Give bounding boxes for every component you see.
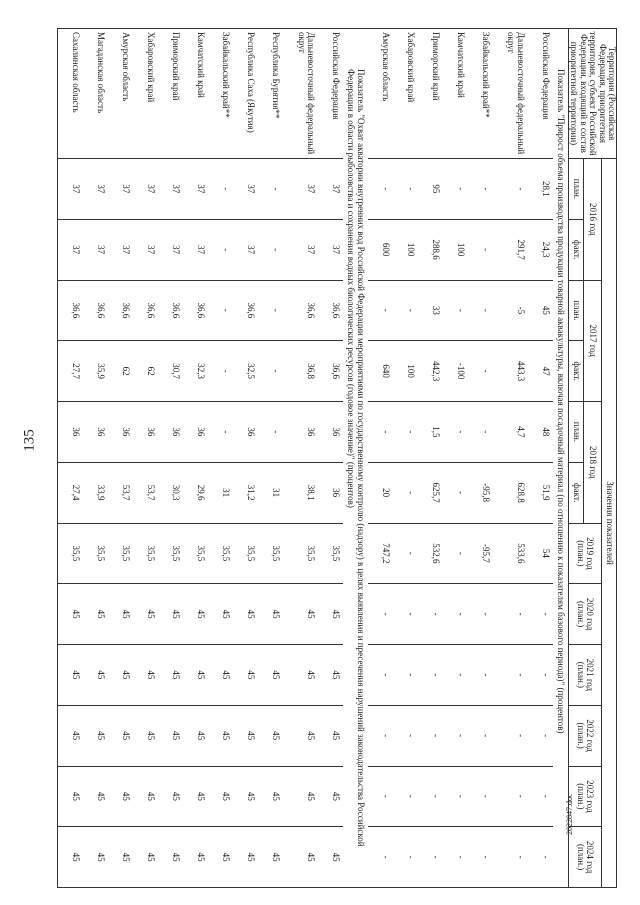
value-cell: 45 <box>133 645 158 706</box>
value-cell: 36 <box>283 402 318 463</box>
value-cell: - <box>393 584 418 645</box>
value-cell: 38,1 <box>283 462 318 523</box>
value-cell: 45 <box>58 645 84 706</box>
value-cell: 45 <box>108 827 133 888</box>
plan-subheader: план. <box>568 402 583 463</box>
value-cell: 45 <box>208 827 233 888</box>
territory-name: Амурская область <box>108 29 133 159</box>
value-cell: 37 <box>133 219 158 280</box>
value-cell: 53,7 <box>133 462 158 523</box>
value-cell: 35,5 <box>83 523 108 584</box>
value-cell: - <box>368 280 393 341</box>
indicators-table <box>57 28 617 888</box>
value-cell: 37 <box>108 219 133 280</box>
table-row <box>108 29 133 888</box>
value-cell: 36 <box>183 402 208 463</box>
value-cell: 45 <box>83 584 108 645</box>
value-cell: -5 <box>493 280 528 341</box>
value-cell: - <box>528 584 553 645</box>
year-header-2022: 2022 год (план.) <box>568 705 601 766</box>
table-row <box>133 29 158 888</box>
value-cell: 640 <box>368 341 393 402</box>
value-cell: - <box>368 402 393 463</box>
value-cell: 45 <box>58 827 84 888</box>
table-row <box>528 29 553 888</box>
value-cell: - <box>493 827 528 888</box>
value-cell: 37 <box>58 219 84 280</box>
year-header-2021: 2021 год (план.) <box>568 645 601 706</box>
value-cell: - <box>443 705 468 766</box>
value-cell: 35,5 <box>183 523 208 584</box>
value-cell: 45 <box>258 827 283 888</box>
value-cell: - <box>393 645 418 706</box>
value-cell: 20 <box>368 462 393 523</box>
value-cell: 4,7 <box>493 402 528 463</box>
value-cell: - <box>528 766 553 827</box>
value-cell: 45 <box>318 584 343 645</box>
value-cell: - <box>528 705 553 766</box>
plan-subheader: план. <box>568 280 583 341</box>
value-cell: -100 <box>443 341 468 402</box>
value-cell: 37 <box>318 219 343 280</box>
value-cell: - <box>528 645 553 706</box>
value-cell: 31,2 <box>233 462 258 523</box>
value-cell: - <box>258 159 283 220</box>
value-cell: 36,8 <box>283 341 318 402</box>
territory-name: Забайкальский край** <box>208 29 233 159</box>
value-cell: 45 <box>158 766 183 827</box>
value-cell: - <box>443 402 468 463</box>
value-cell: 32,3 <box>183 341 208 402</box>
year-header-2016: 2016 год <box>583 159 601 281</box>
value-cell: 45 <box>133 766 158 827</box>
territory-name: Амурская область <box>368 29 393 159</box>
table-row <box>318 29 343 888</box>
value-cell: 45 <box>108 645 133 706</box>
value-cell: 45 <box>158 584 183 645</box>
value-cell: - <box>208 159 233 220</box>
value-cell: 533,6 <box>493 523 528 584</box>
year-header-2023: 2023 год (план.) <box>568 766 601 827</box>
value-cell: 36 <box>58 402 84 463</box>
value-cell: 45 <box>258 705 283 766</box>
table-row <box>208 29 233 888</box>
table-row <box>418 29 443 888</box>
value-cell: 47 <box>528 341 553 402</box>
value-cell: - <box>208 219 233 280</box>
value-cell: -95,7 <box>468 523 493 584</box>
value-cell: 31 <box>208 462 233 523</box>
value-cell: 45 <box>258 584 283 645</box>
value-cell: 45 <box>283 584 318 645</box>
territory-name: Камчатский край <box>443 29 468 159</box>
value-cell: 30,7 <box>158 341 183 402</box>
value-cell: 51,9 <box>528 462 553 523</box>
value-cell: 37 <box>183 219 208 280</box>
value-cell: 45 <box>83 766 108 827</box>
value-cell: - <box>393 280 418 341</box>
table-row <box>233 29 258 888</box>
value-cell: - <box>468 766 493 827</box>
year-header-2017: 2017 год <box>583 280 601 402</box>
table-body <box>58 29 569 888</box>
value-cell: 45 <box>183 645 208 706</box>
value-cell: 36 <box>133 402 158 463</box>
value-cell: 31 <box>258 462 283 523</box>
value-cell: 45 <box>183 766 208 827</box>
value-cell: 36 <box>158 402 183 463</box>
value-cell: 45 <box>83 705 108 766</box>
table-row <box>183 29 208 888</box>
value-cell: - <box>468 219 493 280</box>
value-cell: 45 <box>283 645 318 706</box>
territory-name: Дальневосточный федеральный округ <box>283 29 318 159</box>
value-cell: 62 <box>108 341 133 402</box>
value-cell: - <box>468 645 493 706</box>
table-row <box>283 29 318 888</box>
value-cell: 35,5 <box>233 523 258 584</box>
value-cell: - <box>493 584 528 645</box>
value-cell: 45 <box>258 645 283 706</box>
value-cell: - <box>468 584 493 645</box>
value-cell: 35,5 <box>133 523 158 584</box>
value-cell: - <box>368 159 393 220</box>
fact-subheader: факт. <box>568 341 583 402</box>
value-cell: - <box>368 705 393 766</box>
value-cell: 36 <box>318 462 343 523</box>
value-cell: - <box>468 159 493 220</box>
value-cell: 45 <box>58 705 84 766</box>
value-cell: 443,3 <box>493 341 528 402</box>
footer-filename: 2022847.doc <box>565 793 574 835</box>
value-cell: 36 <box>108 402 133 463</box>
value-cell: 35,5 <box>318 523 343 584</box>
value-cell: - <box>368 645 393 706</box>
fact-subheader: факт. <box>568 462 583 523</box>
territory-name: Забайкальский край** <box>468 29 493 159</box>
table-row <box>58 29 84 888</box>
value-cell: 45 <box>528 280 553 341</box>
value-cell: - <box>443 827 468 888</box>
value-cell: 45 <box>133 827 158 888</box>
value-cell: - <box>208 402 233 463</box>
value-cell: 100 <box>393 219 418 280</box>
value-cell: - <box>418 645 443 706</box>
value-cell: - <box>468 280 493 341</box>
territory-name: Республика Саха (Якутия) <box>233 29 258 159</box>
value-cell: 36 <box>233 402 258 463</box>
value-cell: - <box>468 827 493 888</box>
year-header-2020: 2020 год (план.) <box>568 584 601 645</box>
value-cell: 36,6 <box>318 280 343 341</box>
value-cell: 442,3 <box>418 341 443 402</box>
value-cell: - <box>493 766 528 827</box>
value-cell: 36 <box>318 402 343 463</box>
value-cell: - <box>393 705 418 766</box>
indicator-row <box>553 29 568 888</box>
value-cell: - <box>208 341 233 402</box>
fact-subheader: факт. <box>568 219 583 280</box>
value-cell: - <box>443 584 468 645</box>
value-cell: 36,6 <box>108 280 133 341</box>
value-cell: 288,6 <box>418 219 443 280</box>
value-cell: 62 <box>133 341 158 402</box>
value-cell: - <box>443 280 468 341</box>
value-cell: - <box>418 766 443 827</box>
value-cell: 291,7 <box>493 219 528 280</box>
value-cell: 45 <box>133 705 158 766</box>
indicator-title: Показатель "Прирост объема производства продукции товарной аквакультуры, включая посадочный материал (по отношению к показателям базового периода)" (процентов) <box>553 29 568 888</box>
territory-name: Дальневосточный федеральный округ <box>493 29 528 159</box>
value-cell: - <box>208 280 233 341</box>
table-row <box>443 29 468 888</box>
value-cell: 45 <box>233 584 258 645</box>
value-cell: - <box>258 341 283 402</box>
year-header-2019: 2019 год (план.) <box>568 523 601 584</box>
value-cell: 45 <box>233 645 258 706</box>
value-cell: 45 <box>208 705 233 766</box>
value-cell: 95 <box>418 159 443 220</box>
value-cell: 35,5 <box>258 523 283 584</box>
value-cell: 45 <box>283 766 318 827</box>
rotated-table-wrapper <box>57 28 617 888</box>
value-cell: 45 <box>208 645 233 706</box>
value-cell: - <box>443 462 468 523</box>
value-cell: 28,1 <box>528 159 553 220</box>
value-cell: 45 <box>183 705 208 766</box>
value-cell: - <box>493 159 528 220</box>
value-cell: 45 <box>108 766 133 827</box>
value-cell: - <box>258 402 283 463</box>
value-cell: 45 <box>158 645 183 706</box>
value-cell: 37 <box>318 159 343 220</box>
value-cell: 45 <box>133 584 158 645</box>
value-cell: 45 <box>108 705 133 766</box>
value-cell: 35,9 <box>83 341 108 402</box>
value-cell: - <box>443 523 468 584</box>
indicator-row <box>343 29 368 888</box>
value-cell: 628,8 <box>493 462 528 523</box>
page-number: 135 <box>21 429 38 452</box>
value-cell: - <box>468 705 493 766</box>
value-cell: 33 <box>418 280 443 341</box>
table-row <box>393 29 418 888</box>
value-cell: 45 <box>233 705 258 766</box>
value-cell: 37 <box>233 219 258 280</box>
value-cell: - <box>393 462 418 523</box>
table-row <box>493 29 528 888</box>
value-cell: 37 <box>283 219 318 280</box>
plan-subheader: план. <box>568 159 583 220</box>
value-cell: 532,6 <box>418 523 443 584</box>
value-cell: 37 <box>58 159 84 220</box>
value-cell: - <box>418 584 443 645</box>
value-cell: 45 <box>318 645 343 706</box>
table-row <box>83 29 108 888</box>
territory-name: Камчатский край <box>183 29 208 159</box>
value-cell: 54 <box>528 523 553 584</box>
territory-name: Приморский край <box>418 29 443 159</box>
table-row <box>368 29 393 888</box>
value-cell: 35,5 <box>58 523 84 584</box>
value-cell: 45 <box>318 766 343 827</box>
territory-name: Российская Федерация <box>318 29 343 159</box>
value-cell: 45 <box>108 584 133 645</box>
value-cell: 45 <box>233 827 258 888</box>
territory-name: Республика Бурятия** <box>258 29 283 159</box>
value-cell: 100 <box>443 219 468 280</box>
value-cell: - <box>443 159 468 220</box>
value-cell: - <box>393 402 418 463</box>
value-cell: 45 <box>183 584 208 645</box>
value-cell: - <box>493 705 528 766</box>
value-cell: - <box>368 584 393 645</box>
table-row <box>468 29 493 888</box>
value-cell: 45 <box>258 766 283 827</box>
value-cell: -95,8 <box>468 462 493 523</box>
value-cell: - <box>418 705 443 766</box>
value-cell: 35,5 <box>158 523 183 584</box>
value-cell: 45 <box>318 705 343 766</box>
value-cell: - <box>418 827 443 888</box>
value-cell: - <box>393 766 418 827</box>
value-cell: 37 <box>108 159 133 220</box>
value-cell: 45 <box>183 827 208 888</box>
value-cell: 35,5 <box>208 523 233 584</box>
territory-name: Сахалинская область <box>58 29 84 159</box>
value-cell: 45 <box>208 766 233 827</box>
value-cell: 24,3 <box>528 219 553 280</box>
value-cell: 36,6 <box>133 280 158 341</box>
value-cell: 27,7 <box>58 341 84 402</box>
value-cell: - <box>368 766 393 827</box>
value-cell: 36,6 <box>83 280 108 341</box>
territory-header: Территория (Российская Федерация, приоритетная территория, субъект Российской Федерации, входящий в состав приоритетной территории) <box>568 29 616 159</box>
value-cell: - <box>393 827 418 888</box>
value-cell: 45 <box>83 645 108 706</box>
value-cell: 37 <box>233 159 258 220</box>
value-cell: 100 <box>393 341 418 402</box>
value-cell: 36 <box>83 402 108 463</box>
indicator-title: Показатель "Охват акватории внутренних вод Российской Федерации мероприятиями по государственному контролю (надзору) в целях выявления и пресечения нарушений законодательства Российской Федерации в области рыболовства и сохранения водных биологических ресурсов (годовое значение)" (процентов) <box>343 29 368 888</box>
territory-name: Магаданская область <box>83 29 108 159</box>
territory-name: Хабаровский край <box>393 29 418 159</box>
value-cell: 36,6 <box>283 280 318 341</box>
value-cell: 45 <box>318 827 343 888</box>
value-cell: 37 <box>183 159 208 220</box>
value-cell: - <box>368 827 393 888</box>
value-cell: - <box>468 341 493 402</box>
value-cell: 600 <box>368 219 393 280</box>
value-cell: 625,7 <box>418 462 443 523</box>
territory-name: Российская Федерация <box>528 29 553 159</box>
value-cell: 53,7 <box>108 462 133 523</box>
value-cell: 36,6 <box>183 280 208 341</box>
value-cell: 36,6 <box>58 280 84 341</box>
value-cell: - <box>258 280 283 341</box>
year-header-2018: 2018 год <box>583 402 601 524</box>
value-cell: - <box>528 827 553 888</box>
value-cell: 45 <box>58 766 84 827</box>
value-cell: 37 <box>158 219 183 280</box>
value-cell: 37 <box>133 159 158 220</box>
value-cell: - <box>443 766 468 827</box>
year-header-2024: 2024 год (план.) <box>568 827 601 888</box>
value-cell: - <box>493 645 528 706</box>
value-cell: - <box>393 523 418 584</box>
value-cell: 35,5 <box>108 523 133 584</box>
value-cell: - <box>393 159 418 220</box>
value-cell: 45 <box>283 827 318 888</box>
value-cell: 45 <box>158 827 183 888</box>
territory-name: Приморский край <box>158 29 183 159</box>
territory-name: Хабаровский край <box>133 29 158 159</box>
value-cell: - <box>468 402 493 463</box>
value-cell: 747,2 <box>368 523 393 584</box>
table-row <box>258 29 283 888</box>
value-cell: 45 <box>283 705 318 766</box>
value-cell: 29,6 <box>183 462 208 523</box>
value-cell: 30,3 <box>158 462 183 523</box>
value-cell: 32,5 <box>233 341 258 402</box>
value-cell: 37 <box>283 159 318 220</box>
value-cell: 37 <box>83 159 108 220</box>
value-cell: 35,5 <box>283 523 318 584</box>
value-cell: 36,6 <box>158 280 183 341</box>
value-cell: 45 <box>58 584 84 645</box>
table-row <box>158 29 183 888</box>
value-cell: - <box>258 219 283 280</box>
value-cell: 45 <box>208 584 233 645</box>
values-group-header: Значения показателей <box>602 159 617 888</box>
value-cell: 37 <box>158 159 183 220</box>
value-cell: 36,6 <box>318 341 343 402</box>
value-cell: 45 <box>233 766 258 827</box>
value-cell: 27,4 <box>58 462 84 523</box>
value-cell: 48 <box>528 402 553 463</box>
value-cell: 37 <box>83 219 108 280</box>
value-cell: 45 <box>83 827 108 888</box>
value-cell: 45 <box>158 705 183 766</box>
value-cell: 36,6 <box>233 280 258 341</box>
value-cell: 1,5 <box>418 402 443 463</box>
value-cell: - <box>443 645 468 706</box>
value-cell: 33,9 <box>83 462 108 523</box>
